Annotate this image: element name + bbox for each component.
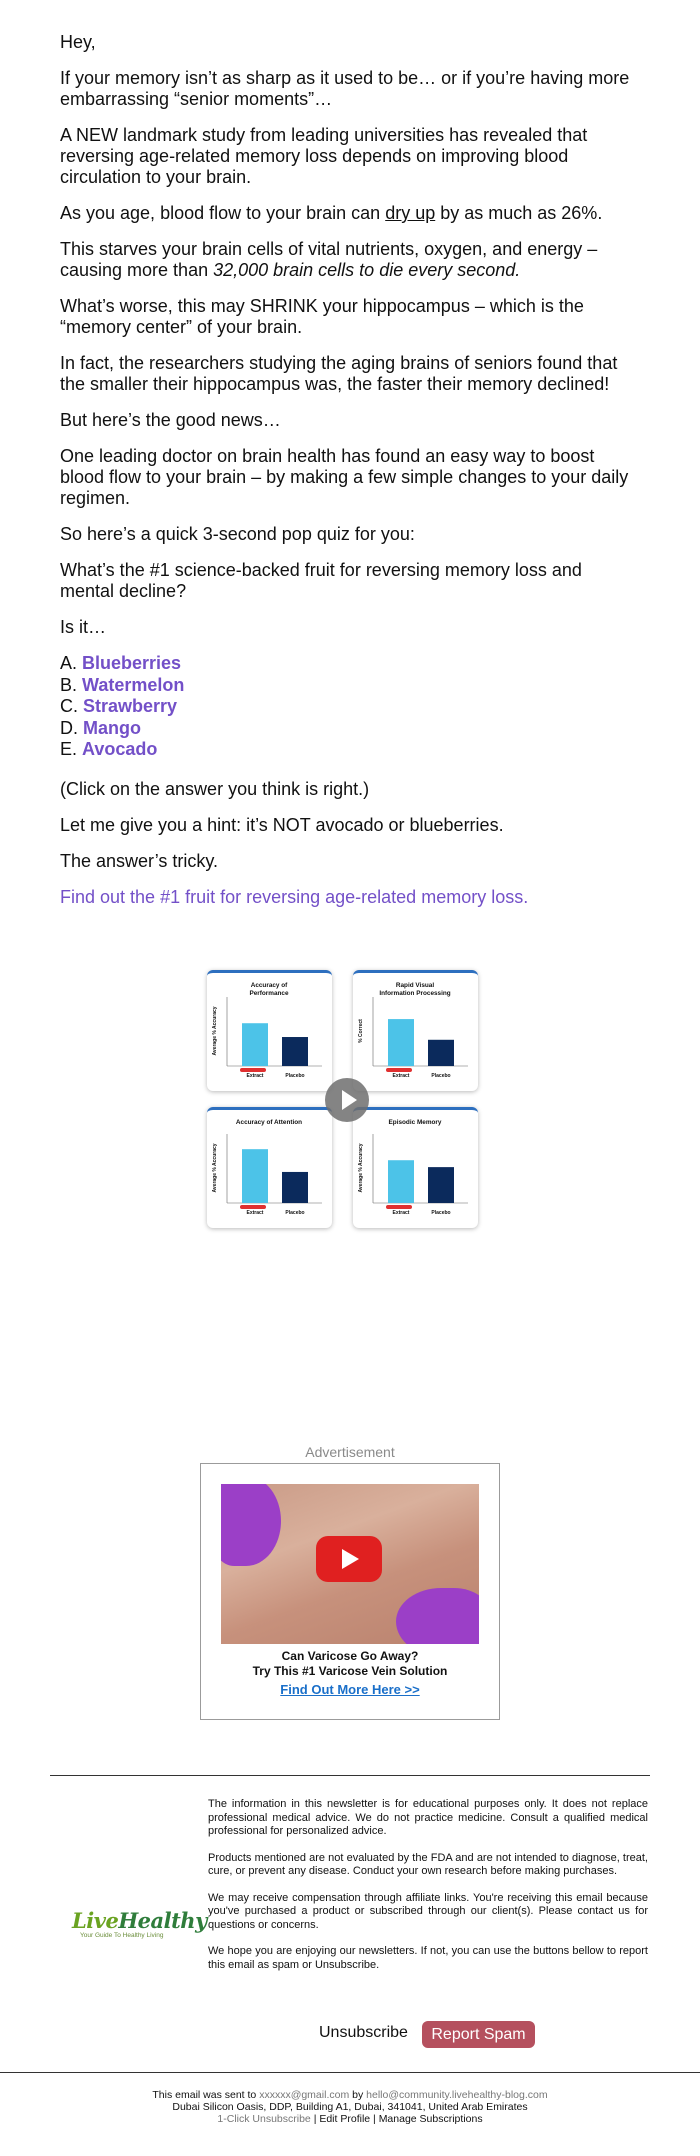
paragraph-4 xyxy=(60,239,640,281)
sent-to-line xyxy=(150,2089,550,2101)
footer-links xyxy=(150,2113,550,2125)
y-axis-label: Average % Accuracy xyxy=(212,1143,218,1193)
x-tick-label: Placebo xyxy=(431,1210,451,1216)
x-tick-label: Placebo xyxy=(285,1073,305,1079)
logo-tagline: Your Guide To Healthy Living xyxy=(80,1932,164,1939)
chart-title: Accuracy of xyxy=(250,982,288,989)
disclaimer-4: We hope you are enjoying our newsletters. If not, you can use the buttons bellow to report this email as spam or Unsubscribe. xyxy=(208,1945,648,1971)
disclaimer-2: Products mentioned are not evaluated by the FDA and are not intended to diagnose, treat, cure, or prevent any disease. Conduct your own research before making purchases. xyxy=(208,1851,648,1877)
chart-accuracy-of-performance xyxy=(207,973,332,1088)
redaction-mark xyxy=(240,1068,266,1072)
manage-subscriptions-link[interactable]: Manage Subscriptions xyxy=(378,2113,483,2125)
chart-panel xyxy=(207,970,332,1091)
sent-by-text: by xyxy=(349,2089,367,2101)
video-thumbnail-charts[interactable] xyxy=(207,970,487,1228)
option-letter: E. xyxy=(60,739,83,759)
paragraph-9: So here’s a quick 3-second pop quiz for you: xyxy=(60,524,415,544)
chart-panel xyxy=(353,970,478,1091)
email-body xyxy=(60,32,640,923)
logo-healthy: Healthy xyxy=(118,1908,207,1933)
varicose-video-thumbnail[interactable] xyxy=(221,1484,479,1644)
glove-shape xyxy=(396,1588,479,1644)
p4-text: This starves your brain cells of vital nutrients, oxygen, and energy – causing more than xyxy=(60,239,598,280)
answer-mango-link[interactable]: Mango xyxy=(83,717,142,738)
bar-extract xyxy=(388,1160,414,1203)
answer-avocado-link[interactable]: Avocado xyxy=(82,739,158,759)
bar-placebo xyxy=(428,1040,454,1066)
redaction-mark xyxy=(386,1068,412,1072)
recipient-email: xxxxxx@gmail.com xyxy=(259,2089,350,2101)
quiz-option xyxy=(60,718,640,740)
y-axis-label: % Correct xyxy=(358,1019,364,1043)
x-tick-label: Placebo xyxy=(285,1210,305,1216)
p3-tail: by as much as 26%. xyxy=(435,203,603,223)
footer-divider xyxy=(0,2072,700,2073)
quiz-option xyxy=(60,675,640,697)
paragraph-5: What’s worse, this may SHRINK your hippocampus – which is the “memory center” of your brain. xyxy=(60,296,584,337)
paragraph-1: If your memory isn’t as sharp as it used to be… or if you’re having more embarrassing “senior moments”… xyxy=(60,68,630,109)
one-click-unsubscribe-link[interactable]: 1-Click Unsubscribe xyxy=(217,2113,311,2125)
bar-extract xyxy=(242,1023,268,1066)
paragraph-2: A NEW landmark study from leading universities has revealed that reversing age-related memory loss depends on improving blood circulation to your brain. xyxy=(60,125,588,187)
advertisement-box[interactable] xyxy=(200,1463,500,1720)
option-letter: A. xyxy=(60,653,83,673)
footer-address: Dubai Silicon Oasis, DDP, Building A1, Dubai, 341041, United Arab Emirates xyxy=(172,2101,528,2113)
ad-headline: Can Varicose Go Away? xyxy=(281,1649,419,1663)
play-icon[interactable] xyxy=(325,1078,369,1122)
logo-wordmark xyxy=(72,1908,207,1933)
find-out-fruit-link[interactable]: Find out the #1 fruit for reversing age-related memory loss. xyxy=(60,886,529,907)
chart-accuracy-of-attention xyxy=(207,1110,332,1225)
bar-placebo xyxy=(282,1172,308,1203)
p3-text: As you age, blood flow to your brain can xyxy=(60,203,386,223)
sender-email: hello@community.livehealthy-blog.com xyxy=(366,2089,548,2101)
paragraph-8: One leading doctor on brain health has found an easy way to boost blood flow to your brain – by making a few simple changes to your daily regimen. xyxy=(60,446,629,508)
answer-blueberries-link[interactable]: Blueberries xyxy=(82,653,182,673)
legal-disclaimer xyxy=(208,1798,648,1985)
paragraph-12: (Click on the answer you think is right.) xyxy=(60,778,370,799)
paragraph-10: What’s the #1 science-backed fruit for reversing memory loss and mental decline? xyxy=(60,560,582,601)
sent-to-text: This email was sent to xyxy=(152,2089,260,2101)
paragraph-13: Let me give you a hint: it’s NOT avocado or blueberries. xyxy=(60,814,504,835)
paragraph-11: Is it… xyxy=(60,617,107,637)
chart-title: Performance xyxy=(249,990,289,997)
divider xyxy=(50,1775,650,1776)
livehealthy-logo xyxy=(72,1908,207,1939)
footer xyxy=(150,2089,550,2125)
x-tick-label: Extract xyxy=(392,1210,410,1216)
chart-title: Rapid Visual xyxy=(395,982,435,989)
advertisement-label: Advertisement xyxy=(305,1444,395,1460)
answer-watermelon-link[interactable]: Watermelon xyxy=(82,674,185,695)
disclaimer-3: We may receive compensation through affiliate links. You're receiving this email because you've purchased a product or subscribed through our client(s). Please contact us for questions or concerns. xyxy=(208,1891,648,1931)
chart-panel xyxy=(353,1107,478,1228)
paragraph-14: The answer’s tricky. xyxy=(60,850,219,871)
bar-placebo xyxy=(282,1037,308,1066)
link-separator: | xyxy=(310,2113,320,2125)
bar-extract xyxy=(388,1019,414,1066)
chart-rapid-visual-processing xyxy=(353,973,478,1088)
answer-strawberry-link[interactable]: Strawberry xyxy=(83,696,178,716)
chart-panel xyxy=(207,1107,332,1228)
x-tick-label: Extract xyxy=(246,1210,264,1216)
report-spam-button[interactable]: Report Spam xyxy=(422,2021,535,2048)
option-letter: B. xyxy=(60,674,83,695)
option-letter: D. xyxy=(60,717,84,738)
y-axis-label: Average % Accuracy xyxy=(358,1143,364,1193)
paragraph-6: In fact, the researchers studying the aging brains of seniors found that the smaller their hippocampus was, the faster their memory declined! xyxy=(60,353,618,394)
dry-up-underline: dry up xyxy=(385,203,436,223)
youtube-play-icon[interactable] xyxy=(316,1536,382,1582)
x-tick-label: Extract xyxy=(246,1073,264,1079)
logo-live: Live xyxy=(72,1908,119,1933)
unsubscribe-button[interactable]: Unsubscribe xyxy=(319,2024,408,2041)
greeting: Hey, xyxy=(60,32,96,52)
quiz-option xyxy=(60,653,640,675)
p4-emphasis: 32,000 brain cells to die every second. xyxy=(213,260,521,280)
chart-title: Episodic Memory xyxy=(388,1119,442,1126)
option-letter: C. xyxy=(60,696,84,716)
x-tick-label: Extract xyxy=(392,1073,410,1079)
quiz-option xyxy=(60,696,640,718)
glove-shape xyxy=(221,1484,281,1566)
disclaimer-1: The information in this newsletter is for educational purposes only. It does not replace professional medical advice. We do not practice medicine. Consult a qualified medical professional for personalized advice. xyxy=(208,1798,648,1837)
chart-episodic-memory xyxy=(353,1110,478,1225)
cta-paragraph xyxy=(60,887,640,908)
quiz-options xyxy=(60,653,640,761)
chart-title: Information Processing xyxy=(379,990,451,997)
y-axis-label: Average % Accuracy xyxy=(212,1006,218,1056)
chart-title: Accuracy of Attention xyxy=(235,1119,303,1126)
paragraph-3 xyxy=(60,203,640,224)
link-separator: | xyxy=(370,2113,379,2125)
ad-find-out-more-link[interactable]: Find Out More Here >> xyxy=(280,1682,420,1697)
paragraph-7: But here’s the good news… xyxy=(60,410,281,430)
redaction-mark xyxy=(240,1205,266,1209)
edit-profile-link[interactable]: Edit Profile xyxy=(319,2113,371,2125)
redaction-mark xyxy=(386,1205,412,1209)
x-tick-label: Placebo xyxy=(431,1073,451,1079)
quiz-option xyxy=(60,739,640,761)
bar-extract xyxy=(242,1149,268,1203)
bar-placebo xyxy=(428,1167,454,1203)
ad-subheadline: Try This #1 Varicose Vein Solution xyxy=(252,1664,448,1678)
